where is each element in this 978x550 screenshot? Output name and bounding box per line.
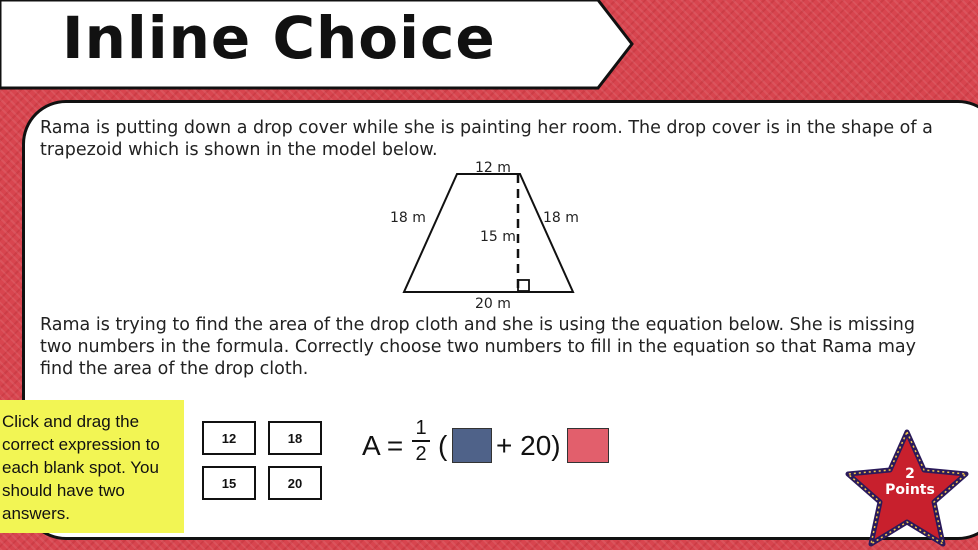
blank-slot-2[interactable] bbox=[567, 428, 609, 463]
instructions-box: Click and drag the correct expression to each blank spot. You should have two answers. bbox=[0, 400, 184, 533]
fraction-denominator: 2 bbox=[415, 443, 427, 465]
choice-tile-15[interactable]: 15 bbox=[202, 466, 256, 500]
problem-intro: Rama is putting down a drop cover while she is painting her room. The drop cover is in the shape of a trapezoid which is shown in the model below. bbox=[40, 118, 933, 160]
title-banner bbox=[0, 0, 640, 90]
fraction-numerator: 1 bbox=[415, 417, 427, 439]
page-title: Inline Choice bbox=[62, 4, 496, 72]
label-right-side: 18 m bbox=[543, 210, 579, 226]
label-bottom: 20 m bbox=[475, 296, 511, 312]
equation-lhs: A = bbox=[362, 430, 404, 461]
right-angle-mark bbox=[518, 280, 529, 291]
fraction-one-half bbox=[410, 418, 432, 464]
choice-tile-12[interactable]: 12 bbox=[202, 421, 256, 455]
fraction-bar bbox=[412, 440, 430, 442]
equation-plus-term: + 20) bbox=[496, 430, 561, 461]
equation-open-paren: ( bbox=[438, 430, 448, 461]
label-left-side: 18 m bbox=[390, 210, 426, 226]
points-label: Points bbox=[885, 482, 935, 498]
label-top: 12 m bbox=[475, 160, 511, 176]
label-height: 15 m bbox=[480, 229, 516, 245]
choice-tile-18[interactable]: 18 bbox=[268, 421, 322, 455]
trapezoid-diagram bbox=[385, 160, 595, 312]
blank-slot-1[interactable] bbox=[452, 428, 492, 463]
points-badge bbox=[870, 466, 950, 498]
area-equation bbox=[362, 418, 622, 474]
points-value: 2 bbox=[905, 466, 915, 482]
problem-question: Rama is trying to find the area of the drop cloth and she is using the equation below. She is missing two numbers in the formula. Correctly choose two numbers to fill in the equation so that Rama may find the area of the drop cloth. bbox=[40, 315, 916, 379]
choice-tile-20[interactable]: 20 bbox=[268, 466, 322, 500]
